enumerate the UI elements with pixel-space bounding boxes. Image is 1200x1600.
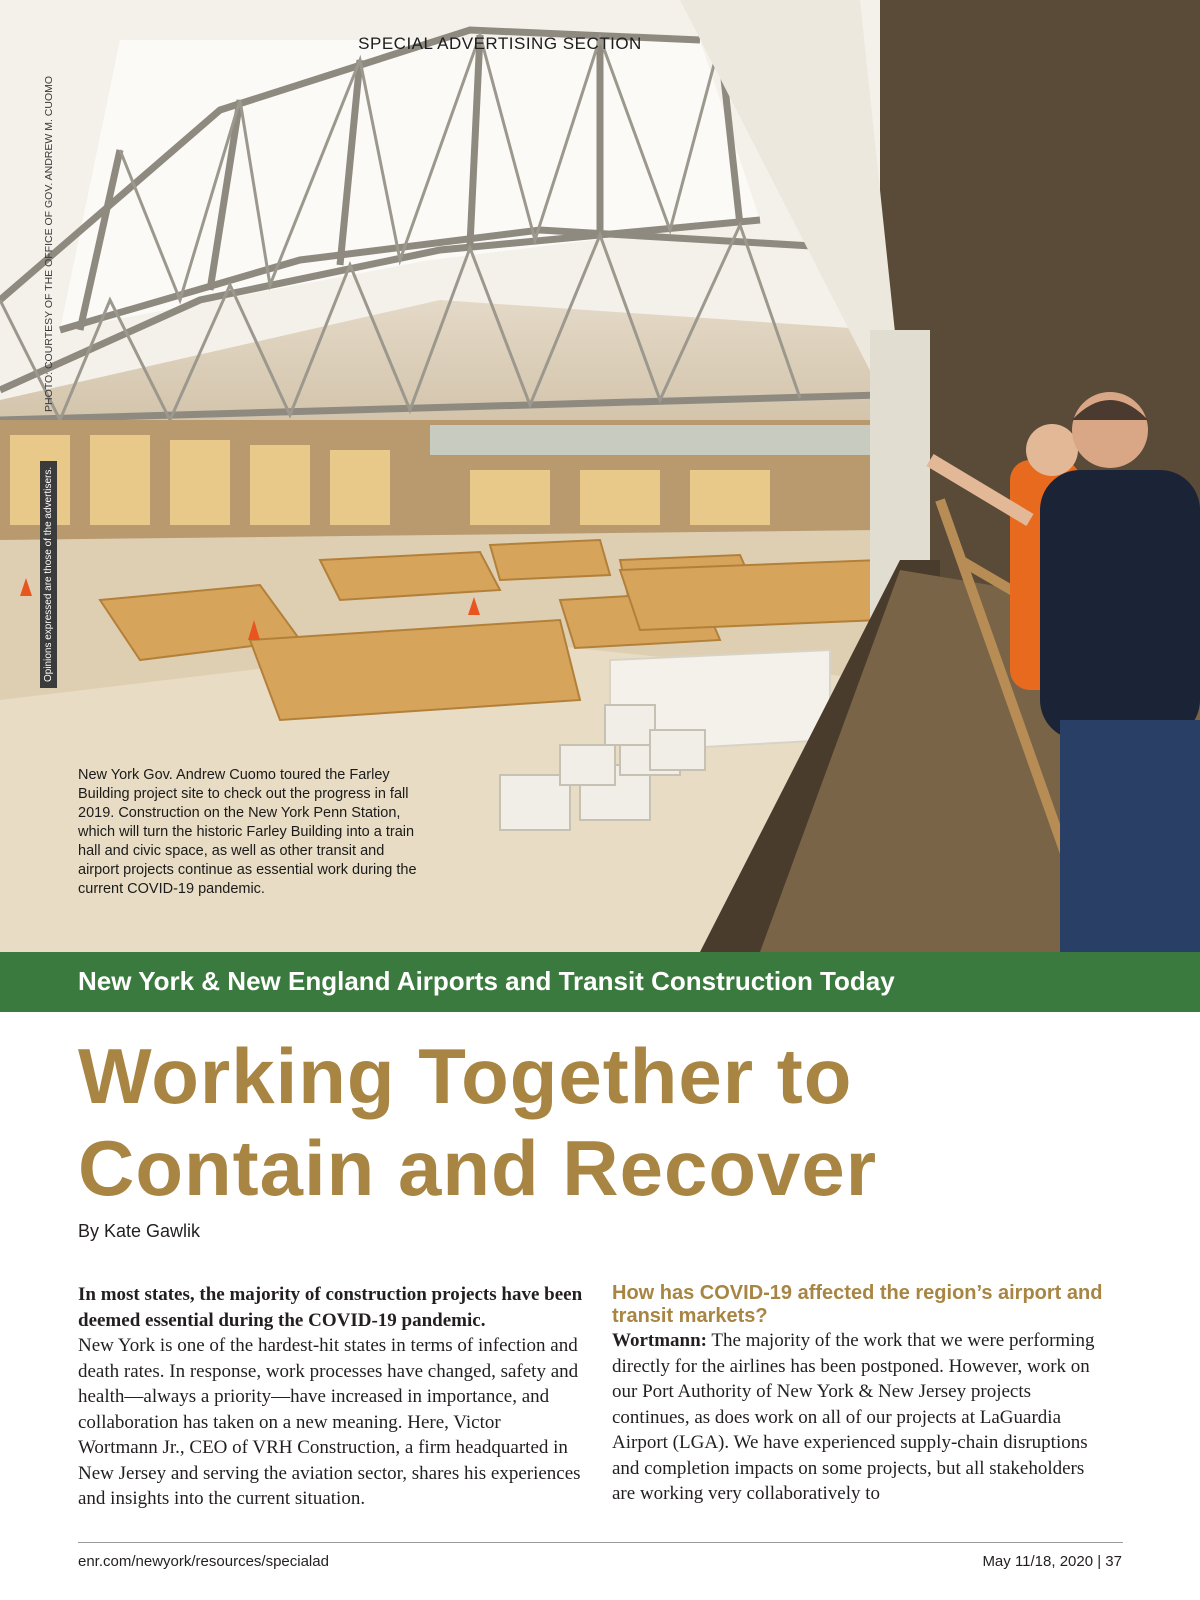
section-banner — [0, 952, 1200, 1012]
column-left — [78, 1282, 583, 1512]
intro-paragraph: New York is one of the hardest-hit states in terms of infection and death rates. In response, work processes have changed, safety and health—always a priority—have increased in importance, and collaboration has taken on a new meaning. Here, Victor Wortmann Jr., CEO of VRH Construction, a firm headquarted in New Jersey and serving the aviation sector, shares his experiences and insights into the current situation. — [78, 1335, 581, 1509]
headline-line-1: Working Together to — [78, 1032, 853, 1120]
article-headline — [78, 1030, 1138, 1214]
answer-text: The majority of the work that we were performing directly for the airlines has been postponed. However, work on our Port Authority of New York & New Jersey projects continues, as does work on all of our projects at LaGuardia Airport (LGA). We have experienced supply-chain disruptions and completion impacts on some projects, but all stakeholders are working very collaboratively to — [612, 1330, 1095, 1504]
banner-title: New York & New England Airports and Transit Construction Today — [78, 966, 895, 996]
headline-line-2: Contain and Recover — [78, 1124, 878, 1212]
photo-credit: PHOTO: COURTESY OF THE OFFICE OF GOV. ANDREW M. CUOMO — [43, 75, 55, 412]
footer-url[interactable]: enr.com/newyork/resources/specialad — [78, 1553, 329, 1570]
footer-rule — [78, 1542, 1123, 1543]
advertiser-disclaimer: Opinions expressed are those of the advertisers. — [40, 461, 57, 688]
footer-date-page: May 11/18, 2020 | 37 — [982, 1553, 1122, 1570]
byline: By Kate Gawlik — [78, 1221, 201, 1241]
lead-paragraph: In most states, the majority of construction projects have been deemed essential during the COVID-19 pandemic. — [78, 1284, 583, 1331]
answer-paragraph — [612, 1328, 1112, 1507]
column-right — [612, 1282, 1112, 1507]
question-heading: How has COVID-19 affected the region’s airport and transit markets? — [612, 1282, 1103, 1327]
section-label: SPECIAL ADVERTISING SECTION — [358, 34, 642, 53]
photo-caption: New York Gov. Andrew Cuomo toured the Farley Building project site to check out the progress in fall 2019. Construction on the New York Penn Station, which will turn the historic Farley Building into a train hall and civic space, as well as other transit and airport projects continue as essential work during the current COVID-19 pandemic. — [78, 767, 417, 897]
speaker-name: Wortmann: — [612, 1330, 707, 1351]
